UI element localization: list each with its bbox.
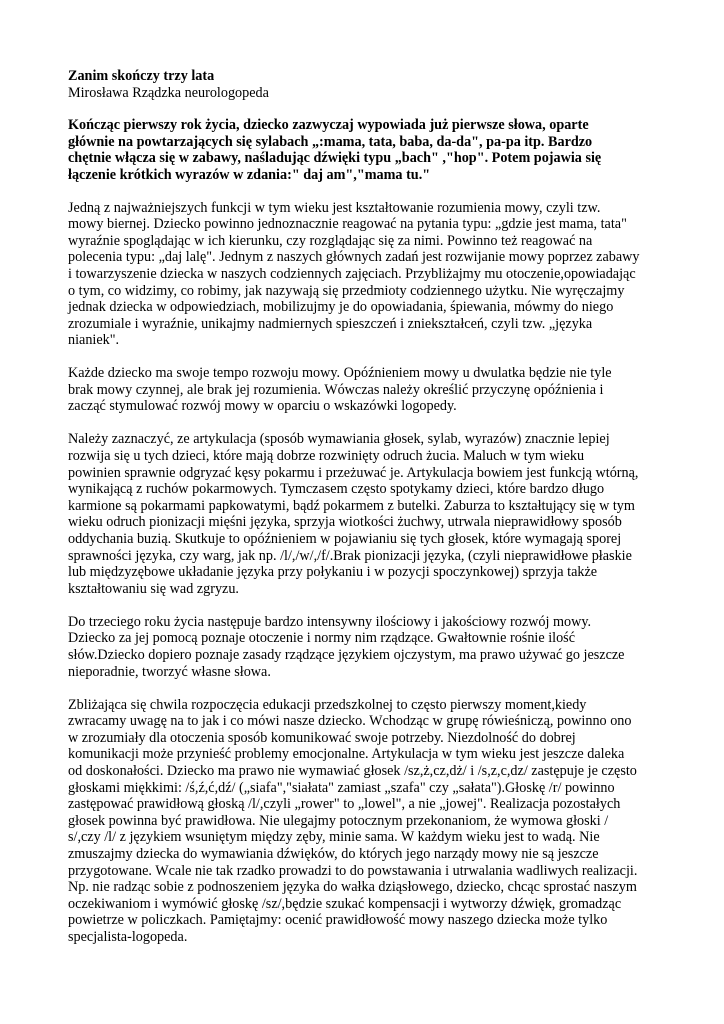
paragraph-line: zwracamy uwagę na to jak i co mówi nasze dziecko. Wchodząc w grupę rówieśniczą, powinno ono xyxy=(68,713,632,730)
lead-line: chętnie włącza się w zabawy, naśladując dźwięki typu „bach" ,"hop". Potem pojawia się xyxy=(68,150,602,167)
paragraph-line: mowy biernej. Dziecko powinno jednoznacznie reagować na pytania typu: „gdzie jest mama, tata" xyxy=(68,216,627,233)
paragraph-line: s/,czy /l/ z językiem wsuniętym między zęby, minie sama. W każdym wieku jest to wadą. Nie xyxy=(68,829,600,846)
paragraph-line: jednak dziecka w odpowiedziach, mobilizujmy je do opowiadania, śpiewania, mówmy do niego xyxy=(68,299,614,316)
paragraph-line: specjalista-logopeda. xyxy=(68,928,188,945)
paragraph-line: głoskami miękkimi: /ś,ź,ć,dź/ („siafa","siałata" zamiast „szafa" czy „sałata").Głoskę /r/ powinno xyxy=(68,779,615,796)
paragraph-line: wyraźnie spoglądając w ich kierunku, czy rozglądając się za nimi. Powinno też reagować na xyxy=(68,232,593,249)
paragraph xyxy=(68,200,658,349)
paragraph-line: w zrozumiały dla otoczenia sposób komunikować swoje potrzeby. Niezdolność do dobrej xyxy=(68,729,576,746)
paragraph-line: brak mowy czynnej, ale brak jej rozumienia. Wówczas należy określić przyczynę opóźnienia i xyxy=(68,381,604,398)
paragraph-line: Każde dziecko ma swoje tempo rozwoju mowy. Opóźnieniem mowy u dwulatka będzie nie tyle xyxy=(68,365,612,382)
paragraph-line: powinien sprawnie odgryzać kęsy pokarmu i przeżuwać je. Artykulacja bowiem jest funkcją wtórną, xyxy=(68,464,639,481)
body-text xyxy=(68,200,658,946)
author-line: Mirosława Rządzka neurologopeda xyxy=(68,84,269,101)
paragraph-line: polecenia typu: „daj lalę". Jednym z naszych głównych zadań jest rozwijanie mowy poprzez zabawy xyxy=(68,249,640,266)
paragraph-line: Do trzeciego roku życia następuje bardzo intensywny ilościowy i jakościowy rozwój mowy. xyxy=(68,613,592,630)
paragraph-line: lub międzyzębowe układanie języka przy połykaniu i w pozycji spoczynkowej) sprzyja także xyxy=(68,564,598,581)
paragraph-line: Jedną z najważniejszych funkcji w tym wieku jest kształtowanie rozumienia mowy, czyli tzw. xyxy=(68,199,601,216)
paragraph xyxy=(68,431,658,597)
lead-line: łączenie krótkich wyrazów w zdania:" daj am","mama tu." xyxy=(68,166,431,183)
paragraph-line: nianiek". xyxy=(68,332,120,349)
paragraph-line: zrozumiale i wyraźnie, unikajmy nadmiernych spieszczeń i zniekształceń, czyli tzw. „języka xyxy=(68,315,593,332)
paragraph-line: Np. nie radząc sobie z podnoszeniem języka do wałka dziąsłowego, dziecko, chcąc sprostać naszym xyxy=(68,879,637,896)
paragraph xyxy=(68,697,658,946)
paragraph-line: głosek powinna być prawidłowa. Nie ulegajmy potocznym przekonaniom, że wymowa głoski / xyxy=(68,812,609,829)
paragraph-line: karmione są pokarmami papkowatymi, bądź pokarmem z butelki. Zaburza to kształtujący się w tym xyxy=(68,497,635,514)
paragraph-line: i towarzyszenie dziecka w naszych codziennych zajęciach. Przybliżajmy mu otoczenie,opowiadając xyxy=(68,265,636,282)
paragraph-line: wieku odruch pionizacji mięśni języka, sprzyja wiotkości żuchwy, utrwala nieprawidłowy sposób xyxy=(68,514,622,531)
paragraph-line: komunikacji może przynieść problemy emocjonalne. Artykulacja w tym wieku jest jeszcze daleka xyxy=(68,746,625,763)
paragraph-line: wynikającą z ruchów pokarmowych. Tymczasem często spotykamy dzieci, które bardzo długo xyxy=(68,481,605,498)
paragraph-line: Zbliżająca się chwila rozpoczęcia edukacji przedszkolnej to często pierwszy moment,kiedy xyxy=(68,696,587,713)
paragraph-line: oczekiwaniom i wymówić głoskę /sz/,będzie szukać kompensacji i wytworzy dźwięk, gromadząc xyxy=(68,895,622,912)
paragraph-line: od doskonałości. Dziecko ma prawo nie wymawiać głosek /sz,ż,cz,dż/ i /s,z,c,dz/ zastępuje je często xyxy=(68,762,637,779)
paragraph-line: Dziecko za jej pomocą poznaje otoczenie i normy nim rządzące. Gwałtownie rośnie ilość xyxy=(68,630,575,647)
paragraph-line: słów.Dziecko dopiero poznaje zasady rządzące językiem ojczystym, ma prawo używać go jeszcze xyxy=(68,646,625,663)
paragraph-line: oddychania buzią. Skutkuje to opóźnieniem w pojawianiu się tych głosek, które wymagają sporej xyxy=(68,531,622,548)
lead-line: głównie na powtarzających się sylabach „:mama, tata, baba, da-da", pa-pa itp. Bardzo xyxy=(68,133,593,150)
paragraph-line: zastępować prawidłową głoską /l/,czyli „rower" to „lowel", a nie „jowej". Realizacja pozostałych xyxy=(68,796,621,813)
paragraph-line: kształtowaniu się wad zgryzu. xyxy=(68,580,239,597)
paragraph-line: zacząć stymulować rozwój mowy w oparciu o wskazówki logopedy. xyxy=(68,398,457,415)
paragraph xyxy=(68,614,658,680)
lead-line: Kończąc pierwszy rok życia, dziecko zazwyczaj wypowiada już pierwsze słowa, oparte xyxy=(68,117,589,134)
paragraph xyxy=(68,365,658,415)
document-page xyxy=(68,68,658,962)
document-title: Zanim skończy trzy lata xyxy=(68,68,215,84)
paragraph-line: powietrze w policzkach. Pamiętajmy: ocenić prawidłowość mowy naszego dziecka może tylko xyxy=(68,912,608,929)
paragraph-line: nieporadnie, tworzyć własne słowa. xyxy=(68,663,271,680)
paragraph-line: o tym, co widzimy, co robimy, jak nazywają się przedmioty codziennego użytku. Nie wyręczajmy xyxy=(68,282,625,299)
paragraph-line: Należy zaznaczyć, ze artykulacja (sposób wymawiania głosek, sylab, wyrazów) znacznie lepiej xyxy=(68,431,610,448)
paragraph-line: przygotowane. Wcale nie tak rzadko prowadzi to do powstawania i utrwalania wadliwych realizacji. xyxy=(68,862,638,879)
paragraph-line: sprawności języka, czy warg, jak np. /l/,/w/,/f/.Brak pionizacji języka, (czyli nieprawidłowe płaskie xyxy=(68,547,632,564)
paragraph-line: rozwija się u tych dzieci, które mają dobrze rozwinięty odruch żucia. Maluch w tym wieku xyxy=(68,448,585,465)
paragraph-line: zmuszajmy dziecka do wymawiania dźwięków, do których jego narządy mowy nie są jeszcze xyxy=(68,845,599,862)
lead-paragraph xyxy=(68,117,658,183)
